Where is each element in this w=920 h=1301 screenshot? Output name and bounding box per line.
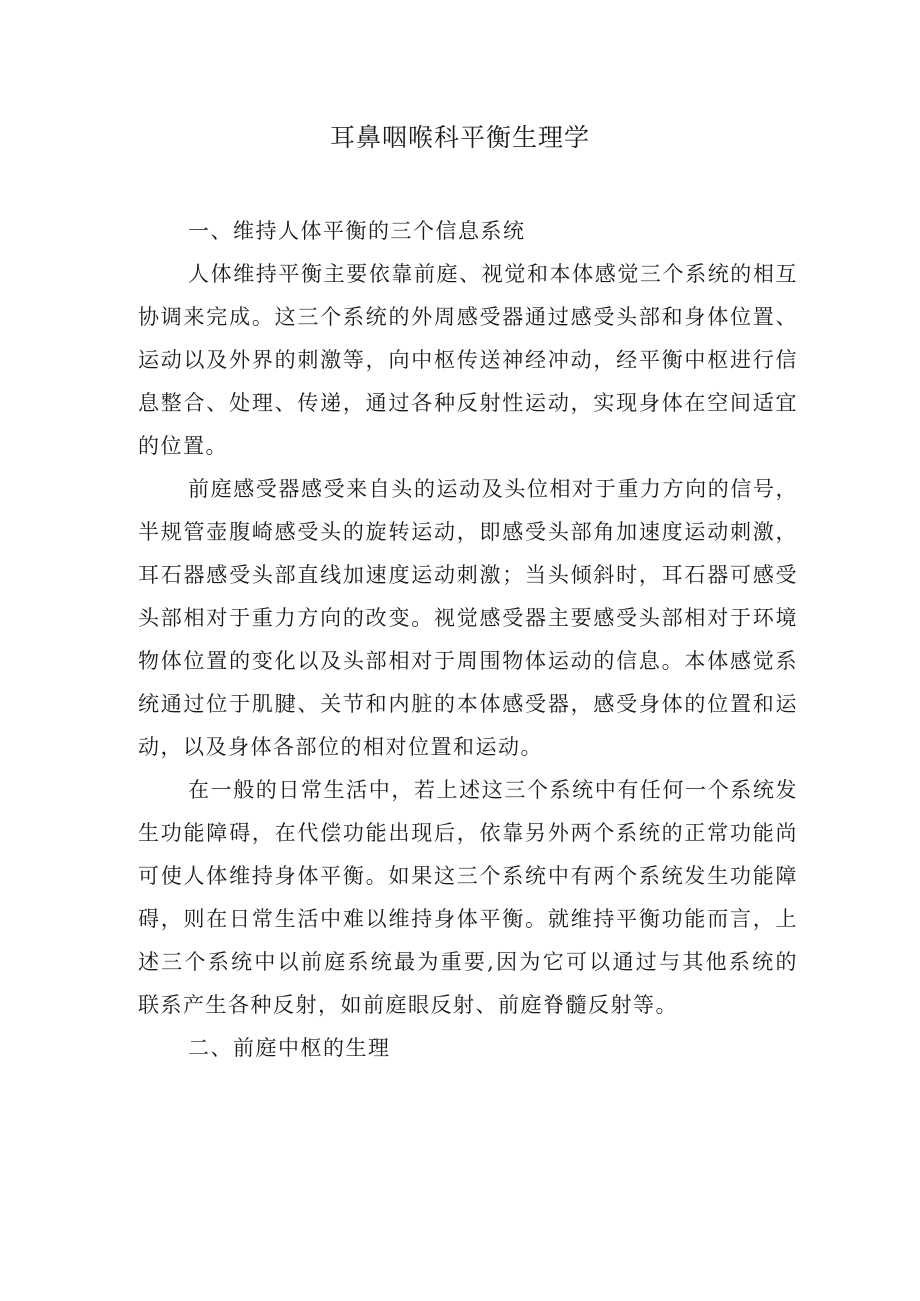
paragraph-2: 前庭感受器感受来自头的运动及头位相对于重力方向的信号，半规管壶腹崎感受头的旋转运动，即感受头部角加速度运动刺激，耳石器感受头部直线加速度运动刺激；当头倾斜时，耳石器可感受头部相对于重力方向的改变。视觉感受器主要感受头部相对于环境物体位置的变化以及头部相对于周围物体运动的信息。本体感觉系统通过位于肌腱、关节和内脏的本体感受器，感受身体的位置和运动，以及身体各部位的相对位置和运动。 xyxy=(138,477,798,759)
paragraph-3: 在一般的日常生活中，若上述这三个系统中有任何一个系统发生功能障碍，在代偿功能出现后，依靠另外两个系统的正常功能尚可使人体维持身体平衡。如果这三个系统中有两个系统发生功能障碍，则在日常生活中难以维持身体平衡。就维持平衡功能而言，上述三个系统中以前庭系统最为重要,因为它可以通过与其他系统的联系产生各种反射，如前庭眼反射、前庭脊髓反射等。 xyxy=(138,778,798,1017)
paragraph-1: 人体维持平衡主要依靠前庭、视觉和本体感觉三个系统的相互协调来完成。这三个系统的外周感受器通过感受头部和身体位置、运动以及外界的刺激等，向中枢传送神经冲动，经平衡中枢进行信息整合、处理、传递，通过各种反射性运动，实现身体在空间适宜的位置。 xyxy=(138,262,798,458)
document-body xyxy=(138,210,798,1070)
section-heading-1: 一、维持人体平衡的三个信息系统 xyxy=(188,219,526,243)
document-title: 耳鼻咽喉科平衡生理学 xyxy=(329,123,590,152)
section-heading-2: 二、前庭中枢的生理 xyxy=(188,1036,391,1060)
